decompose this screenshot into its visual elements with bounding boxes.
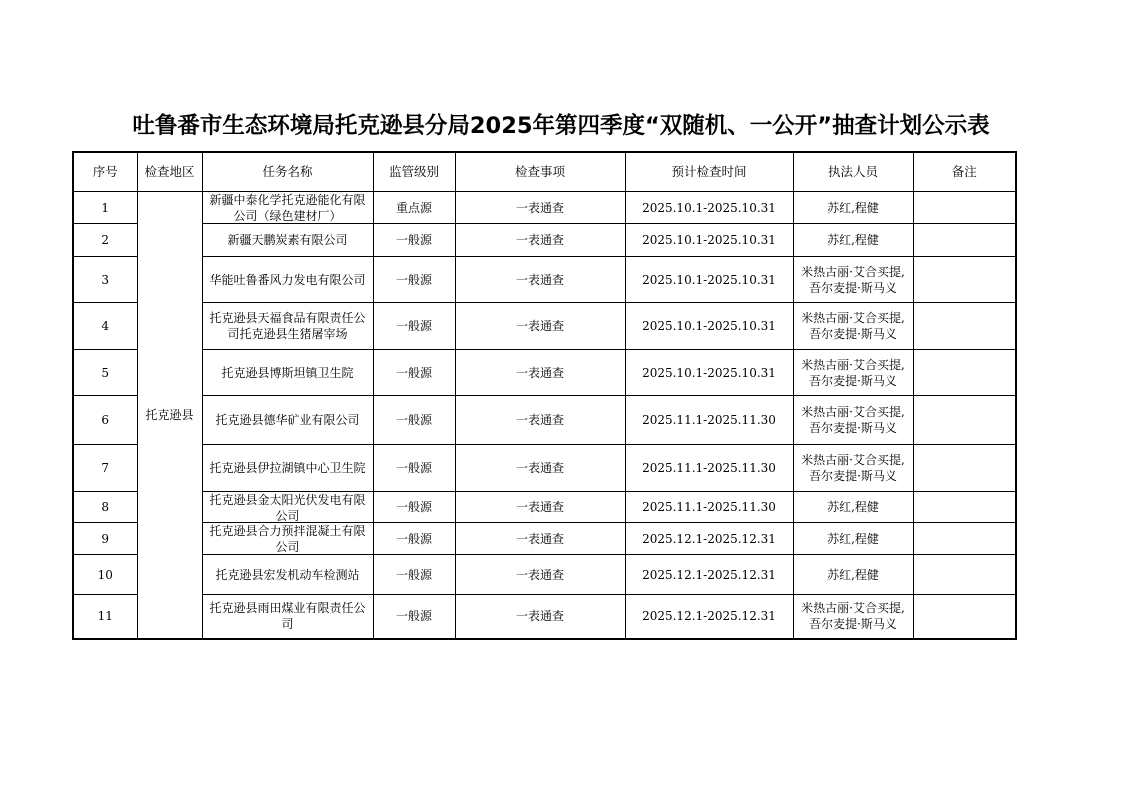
table-row — [73, 257, 1016, 303]
inspection-item-cell-text: 一表通查 — [515, 609, 564, 624]
inspection-item-cell — [455, 396, 625, 445]
task-name-cell-text: 托克逊县天福食品有限责任公司托克逊县生猪屠宰场 — [209, 311, 366, 341]
inspection-plan-table — [72, 151, 1017, 640]
enforcement-staff-cell — [793, 555, 913, 595]
task-name-cell — [202, 350, 373, 396]
inspection-item-cell — [455, 555, 625, 595]
inspection-time-cell — [625, 445, 793, 492]
enforcement-staff-cell — [793, 350, 913, 396]
row-number-cell-text: 2 — [101, 233, 110, 247]
inspection-time-cell-text: 2025.11.1-2025.11.30 — [642, 500, 776, 514]
supervision-level-cell-text: 一般源 — [395, 413, 432, 427]
note-cell — [913, 192, 1016, 224]
task-name-cell-text: 托克逊县德华矿业有限公司 — [215, 413, 360, 427]
inspection-time-cell — [625, 555, 793, 595]
row-number-cell-text: 5 — [101, 365, 110, 380]
inspection-item-cell-text: 一表通查 — [515, 319, 564, 333]
task-name-cell-text: 托克逊县宏发机动车检测站 — [215, 567, 360, 582]
supervision-level-cell-text: 重点源 — [395, 200, 432, 215]
inspection-time-cell — [625, 192, 793, 224]
task-name-cell — [202, 492, 373, 523]
supervision-level-cell — [373, 445, 455, 492]
inspection-item-cell-text: 一表通查 — [515, 200, 564, 215]
enforcement-staff-cell — [793, 492, 913, 523]
inspection-item-cell — [455, 492, 625, 523]
supervision-level-cell-text: 一般源 — [395, 365, 432, 380]
note-cell — [913, 396, 1016, 445]
note-cell — [913, 257, 1016, 303]
inspection-item-cell-text: 一表通查 — [515, 413, 564, 427]
enforcement-staff-cell — [793, 257, 913, 303]
supervision-level-cell-text: 一般源 — [395, 319, 432, 333]
inspection-item-cell — [455, 523, 625, 555]
inspection-time-cell-text: 2025.11.1-2025.11.30 — [642, 461, 776, 475]
row-number-cell — [73, 523, 137, 555]
supervision-level-cell — [373, 303, 455, 350]
inspection-time-cell-text: 2025.10.1-2025.10.31 — [642, 272, 776, 287]
enforcement-staff-cell-text: 苏红,程健 — [827, 567, 879, 582]
row-number-cell-text: 6 — [101, 413, 110, 427]
inspection-time-cell — [625, 396, 793, 445]
row-number-cell — [73, 257, 137, 303]
enforcement-staff-cell-text: 苏红,程健 — [827, 500, 879, 514]
enforcement-staff-cell-text: 米热古丽·艾合买提,吾尔麦提·斯马义 — [801, 405, 905, 435]
task-name-cell-text: 新疆中泰化学托克逊能化有限公司（绿色建材厂） — [209, 193, 366, 223]
enforcement-staff-cell — [793, 445, 913, 492]
row-number-cell — [73, 303, 137, 350]
row-number-cell-text: 4 — [101, 319, 110, 333]
enforcement-staff-cell — [793, 192, 913, 224]
inspection-item-cell — [455, 192, 625, 224]
supervision-level-cell — [373, 192, 455, 224]
supervision-level-cell-text: 一般源 — [395, 500, 432, 514]
enforcement-staff-cell — [793, 396, 913, 445]
note-cell — [913, 445, 1016, 492]
task-name-cell-text: 华能吐鲁番风力发电有限公司 — [209, 272, 366, 287]
supervision-level-cell-text: 一般源 — [395, 461, 432, 475]
inspection-time-cell — [625, 257, 793, 303]
inspection-time-cell-text: 2025.12.1-2025.12.31 — [642, 531, 776, 546]
inspection-time-cell — [625, 595, 793, 639]
supervision-level-cell — [373, 350, 455, 396]
row-number-cell-text: 1 — [101, 200, 110, 215]
enforcement-staff-cell-text: 苏红,程健 — [827, 531, 879, 546]
inspection-time-cell — [625, 350, 793, 396]
supervision-level-cell — [373, 224, 455, 257]
note-cell — [913, 555, 1016, 595]
task-name-cell-text: 托克逊县雨田煤业有限责任公司 — [209, 601, 366, 632]
supervision-level-cell — [373, 523, 455, 555]
table-row — [73, 595, 1016, 639]
enforcement-staff-cell — [793, 523, 913, 555]
table-body — [73, 192, 1016, 639]
table-row — [73, 224, 1016, 257]
inspection-item-cell-text: 一表通查 — [515, 365, 564, 380]
task-name-cell-text: 托克逊县博斯坦镇卫生院 — [221, 365, 354, 380]
enforcement-staff-cell — [793, 303, 913, 350]
row-number-cell — [73, 350, 137, 396]
inspection-time-cell — [625, 492, 793, 523]
inspection-item-cell-text: 一表通查 — [515, 567, 564, 582]
enforcement-staff-cell — [793, 224, 913, 257]
table-row — [73, 555, 1016, 595]
table-row — [73, 492, 1016, 523]
inspection-time-cell — [625, 303, 793, 350]
supervision-level-cell-text: 一般源 — [395, 233, 432, 247]
task-name-cell-text: 托克逊县合力预拌混凝土有限公司 — [209, 524, 366, 554]
task-name-cell — [202, 445, 373, 492]
task-name-cell — [202, 224, 373, 257]
inspection-item-cell-text: 一表通查 — [515, 461, 564, 475]
inspection-item-cell-text: 一表通查 — [515, 272, 564, 287]
page-title: 吐鲁番市生态环境局托克逊县分局2025年第四季度“双随机、一公开”抽查计划公示表 — [132, 113, 990, 139]
row-number-cell — [73, 192, 137, 224]
task-name-cell — [202, 523, 373, 555]
column-header-staff: 执法人员 — [793, 152, 913, 192]
row-number-cell — [73, 224, 137, 257]
row-number-cell-text: 3 — [101, 272, 110, 287]
inspection-item-cell — [455, 350, 625, 396]
supervision-level-cell-text: 一般源 — [395, 567, 432, 582]
table-row — [73, 192, 1016, 224]
task-name-cell — [202, 555, 373, 595]
row-number-cell — [73, 555, 137, 595]
note-cell — [913, 303, 1016, 350]
inspection-item-cell — [455, 224, 625, 257]
note-cell — [913, 492, 1016, 523]
enforcement-staff-cell-text: 米热古丽·艾合买提,吾尔麦提·斯马义 — [801, 601, 905, 632]
column-header-level: 监管级别 — [373, 152, 455, 192]
supervision-level-cell — [373, 257, 455, 303]
supervision-level-cell — [373, 396, 455, 445]
supervision-level-cell-text: 一般源 — [395, 272, 432, 287]
enforcement-staff-cell-text: 米热古丽·艾合买提,吾尔麦提·斯马义 — [801, 311, 905, 341]
inspection-item-cell — [455, 303, 625, 350]
inspection-time-cell — [625, 224, 793, 257]
row-number-cell-text: 9 — [101, 531, 110, 546]
row-number-cell-text: 10 — [97, 567, 113, 582]
table-row — [73, 350, 1016, 396]
inspection-time-cell-text: 2025.12.1-2025.12.31 — [642, 567, 776, 582]
row-number-cell — [73, 492, 137, 523]
task-name-cell-text: 托克逊县金太阳光伏发电有限公司 — [209, 493, 366, 522]
supervision-level-cell — [373, 555, 455, 595]
column-header-task: 任务名称 — [202, 152, 373, 192]
supervision-level-cell — [373, 492, 455, 523]
row-number-cell — [73, 595, 137, 639]
table-row — [73, 523, 1016, 555]
supervision-level-cell-text: 一般源 — [395, 531, 432, 546]
enforcement-staff-cell-text: 苏红,程健 — [827, 233, 879, 247]
row-number-cell-text: 8 — [101, 500, 110, 514]
column-header-number: 序号 — [73, 152, 137, 192]
inspection-time-cell-text: 2025.10.1-2025.10.31 — [642, 365, 776, 380]
inspection-item-cell — [455, 257, 625, 303]
inspection-time-cell — [625, 523, 793, 555]
inspection-time-cell-text: 2025.10.1-2025.10.31 — [642, 233, 776, 247]
enforcement-staff-cell-text: 米热古丽·艾合买提,吾尔麦提·斯马义 — [801, 264, 905, 295]
region-cell: 托克逊县 — [137, 192, 202, 639]
table-row — [73, 303, 1016, 350]
column-header-time: 预计检查时间 — [625, 152, 793, 192]
row-number-cell — [73, 445, 137, 492]
table-row — [73, 445, 1016, 492]
task-name-cell — [202, 595, 373, 639]
inspection-time-cell-text: 2025.10.1-2025.10.31 — [642, 319, 776, 333]
inspection-item-cell — [455, 445, 625, 492]
enforcement-staff-cell-text: 米热古丽·艾合买提,吾尔麦提·斯马义 — [801, 357, 905, 388]
inspection-time-cell-text: 2025.10.1-2025.10.31 — [642, 200, 776, 215]
column-header-item: 检查事项 — [455, 152, 625, 192]
row-number-cell-text: 11 — [97, 609, 113, 624]
inspection-time-cell-text: 2025.12.1-2025.12.31 — [642, 609, 776, 624]
column-header-region: 检查地区 — [137, 152, 202, 192]
inspection-item-cell-text: 一表通查 — [515, 531, 564, 546]
note-cell — [913, 224, 1016, 257]
table-row — [73, 396, 1016, 445]
row-number-cell-text: 7 — [101, 461, 110, 475]
inspection-item-cell-text: 一表通查 — [515, 233, 564, 247]
column-header-note: 备注 — [913, 152, 1016, 192]
inspection-item-cell — [455, 595, 625, 639]
task-name-cell-text: 托克逊县伊拉湖镇中心卫生院 — [209, 461, 366, 475]
header-row — [73, 152, 1016, 192]
task-name-cell — [202, 192, 373, 224]
row-number-cell — [73, 396, 137, 445]
enforcement-staff-cell-text: 苏红,程健 — [827, 200, 879, 215]
enforcement-staff-cell — [793, 595, 913, 639]
note-cell — [913, 350, 1016, 396]
task-name-cell — [202, 257, 373, 303]
note-cell — [913, 595, 1016, 639]
task-name-cell-text: 新疆天鹏炭素有限公司 — [227, 233, 348, 247]
note-cell — [913, 523, 1016, 555]
inspection-time-cell-text: 2025.11.1-2025.11.30 — [642, 413, 776, 427]
task-name-cell — [202, 396, 373, 445]
supervision-level-cell — [373, 595, 455, 639]
task-name-cell — [202, 303, 373, 350]
inspection-item-cell-text: 一表通查 — [515, 500, 564, 514]
enforcement-staff-cell-text: 米热古丽·艾合买提,吾尔麦提·斯马义 — [801, 453, 905, 483]
supervision-level-cell-text: 一般源 — [395, 609, 432, 624]
